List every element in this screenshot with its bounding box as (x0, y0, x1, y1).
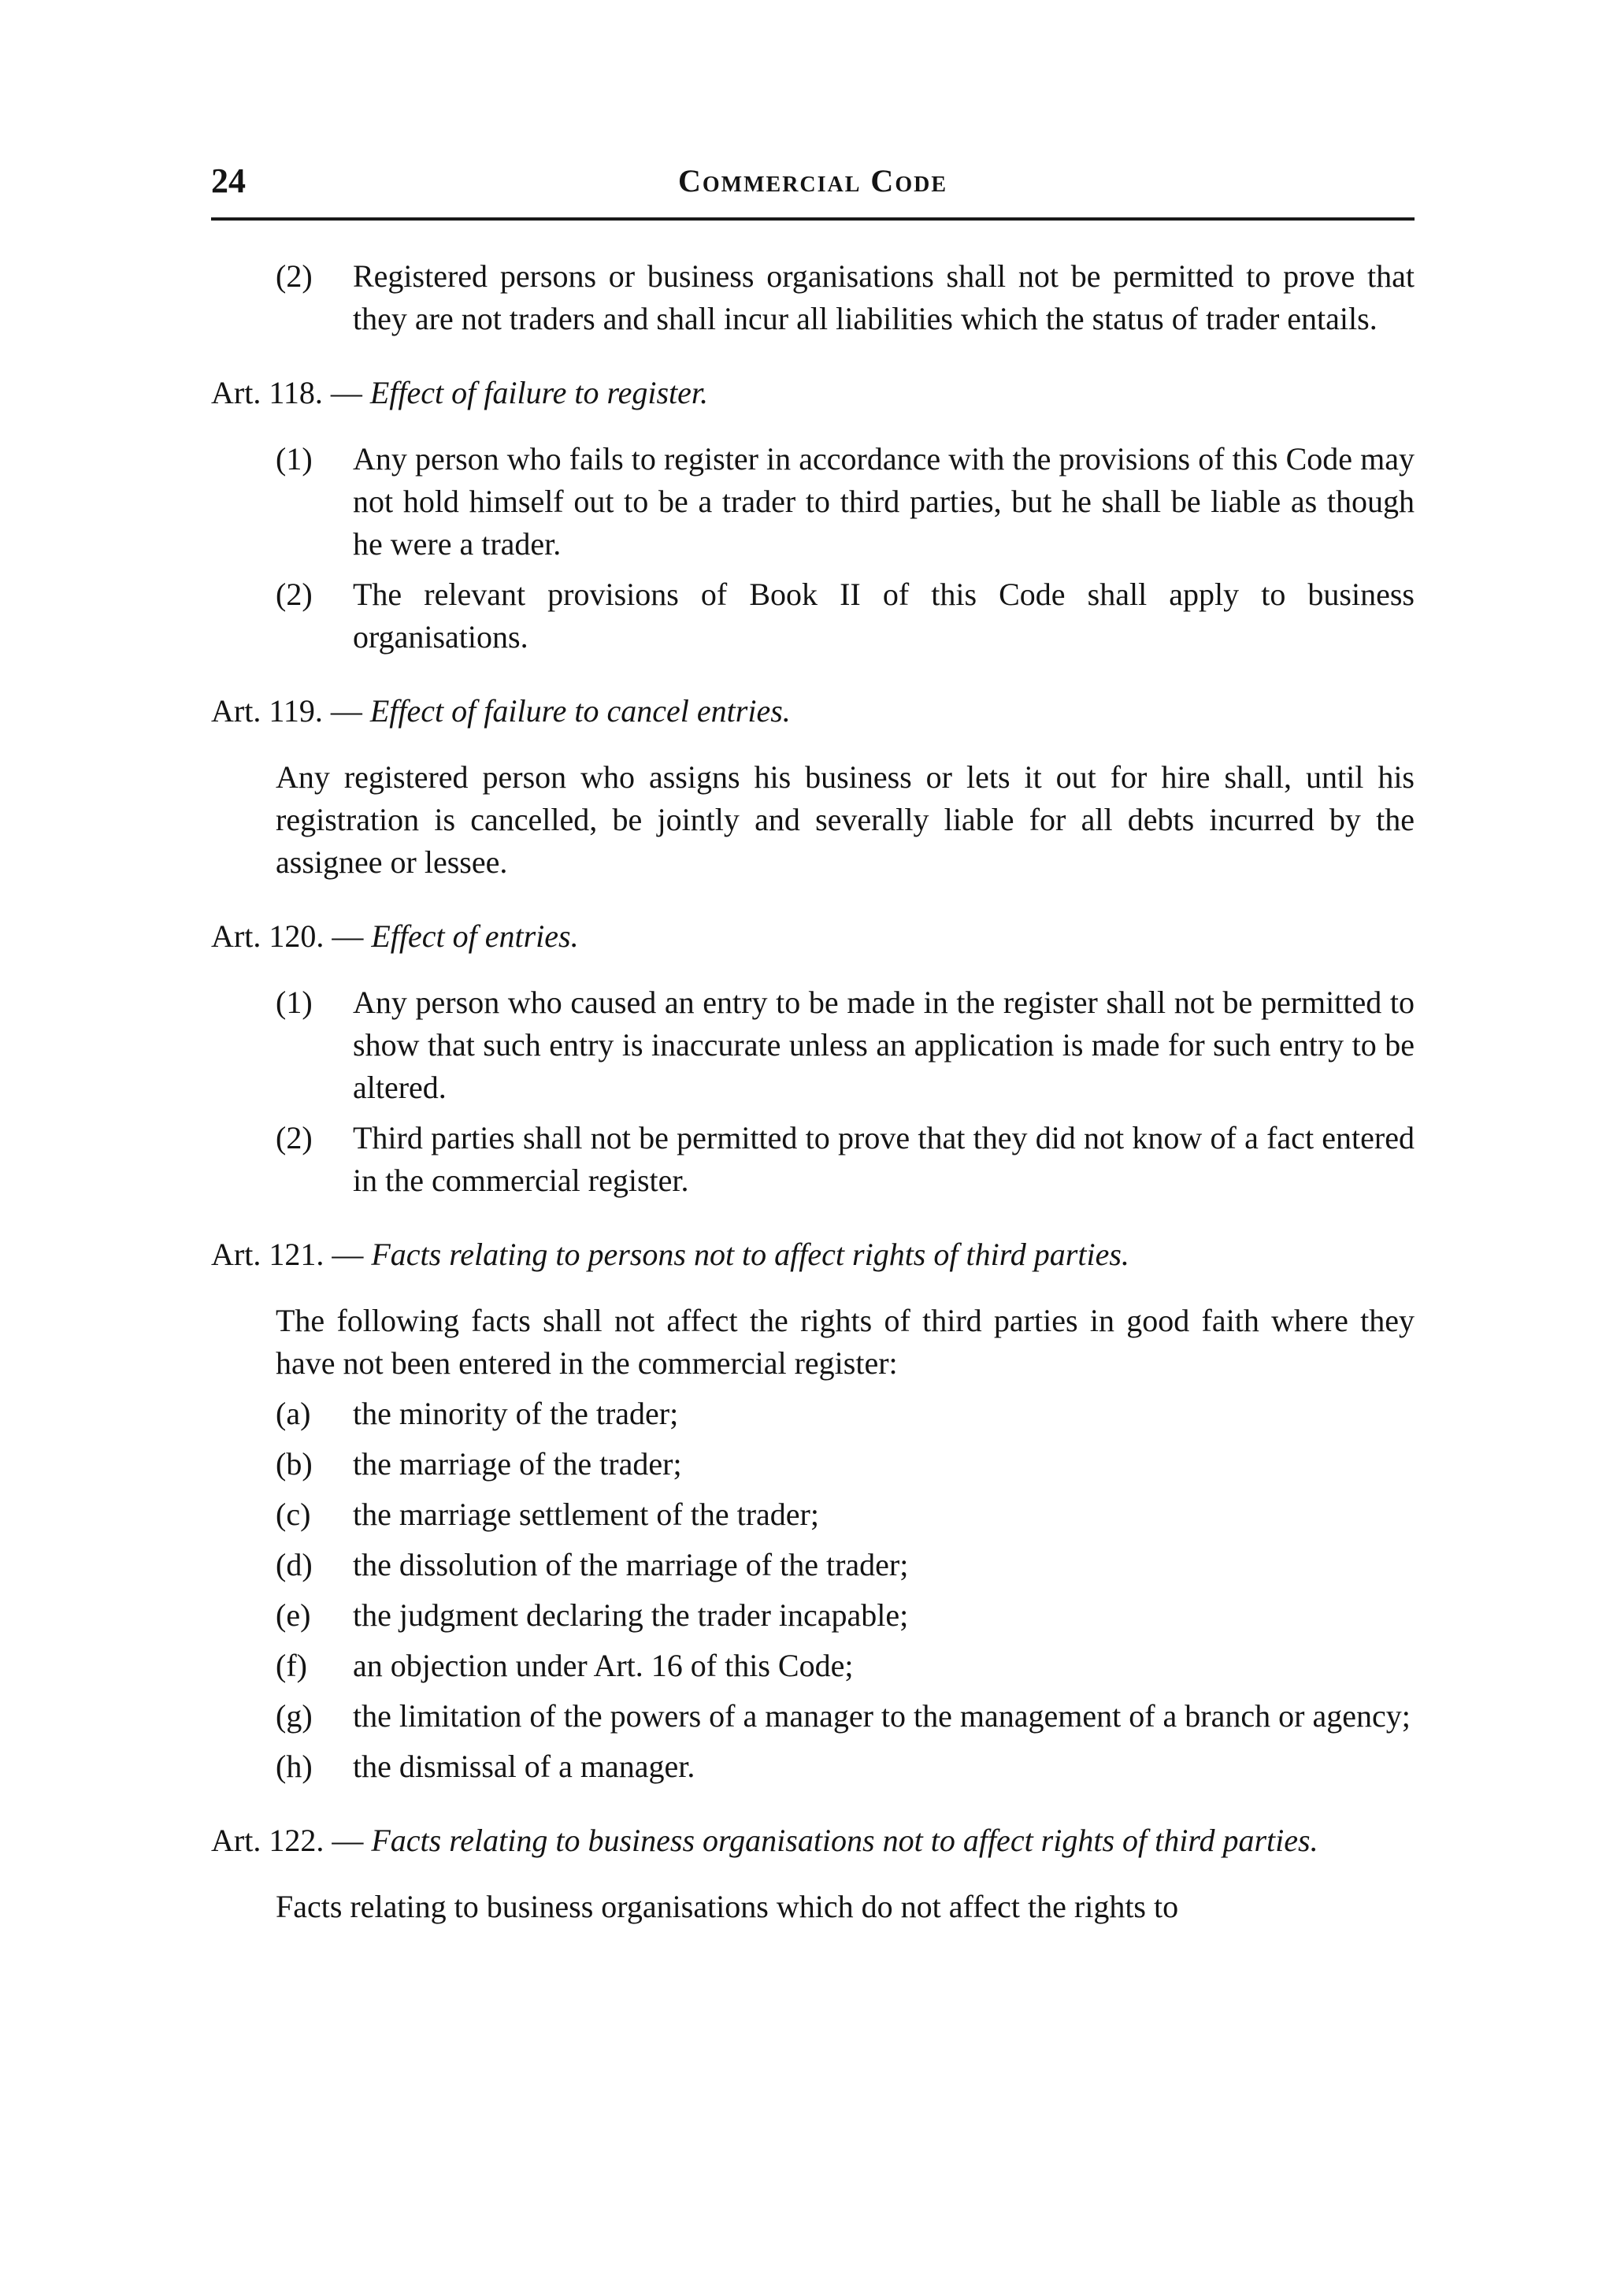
clause-number: (c) (276, 1497, 311, 1532)
clause-text: Registered persons or business organisations shall not be permitted to prove that they are not traders and shall incur all liabilities which the status of trader entails. (353, 258, 1415, 336)
paragraph: Facts relating to business organisations which do not affect the rights to (276, 1889, 1179, 1924)
clause-number: (e) (276, 1597, 311, 1633)
clause-number: (h) (276, 1749, 313, 1784)
clause-number: (2) (276, 577, 313, 612)
clause-item (276, 438, 1415, 566)
article-heading (211, 1233, 1415, 1276)
clause-number: (g) (276, 1698, 313, 1734)
article-heading (211, 915, 1415, 958)
paragraph: The following facts shall not affect the rights of third parties in good faith where they have not been entered in the commercial register: (276, 1303, 1415, 1381)
header-rule (211, 217, 1415, 221)
clause-item (276, 1393, 1415, 1435)
clause-text: the judgment declaring the trader incapable; (353, 1597, 909, 1633)
article-number: Art. 120. — (211, 918, 364, 954)
clause-number: (1) (276, 441, 313, 477)
article-number: Art. 122. — (211, 1823, 364, 1858)
clause-number: (2) (276, 258, 313, 294)
clause-number: (b) (276, 1446, 313, 1482)
article-heading (211, 690, 1415, 733)
clause-text: The relevant provisions of Book II of this Code shall apply to business organisations. (353, 577, 1415, 655)
clause-item (276, 255, 1415, 340)
clause-text: the dissolution of the marriage of the trader; (353, 1547, 909, 1582)
article-title: Facts relating to business organisations not to affect rights of third parties. (371, 1823, 1318, 1858)
article-title: Effect of failure to register. (369, 375, 709, 410)
article-heading (211, 1819, 1415, 1862)
clause-text: an objection under Art. 16 of this Code; (353, 1648, 854, 1683)
clause-item (276, 1745, 1415, 1788)
running-head: Commercial Code (678, 163, 947, 198)
clause-text: Third parties shall not be permitted to prove that they did not know of a fact entered in the commercial register. (353, 1120, 1415, 1198)
article-number: Art. 118. — (211, 375, 362, 410)
clause-item (276, 1544, 1415, 1586)
clause-item (276, 1117, 1415, 1202)
clause-text: Any person who fails to register in accordance with the provisions of this Code may not hold himself out to be a trader to third parties, but he shall be liable as though he were a trader. (353, 441, 1415, 562)
clause-item (276, 1594, 1415, 1637)
clause-number: (2) (276, 1120, 313, 1155)
page-number: 24 (211, 161, 246, 200)
page-header (211, 161, 1415, 208)
clause-item (276, 1493, 1415, 1536)
article-title: Effect of entries. (371, 918, 579, 954)
clause-item (276, 1695, 1415, 1738)
clause-text: the marriage settlement of the trader; (353, 1497, 819, 1532)
clause-text: the dismissal of a manager. (353, 1749, 695, 1784)
clause-item (276, 573, 1415, 658)
clause-item (276, 981, 1415, 1109)
clause-number: (a) (276, 1396, 311, 1431)
document-body (211, 255, 1415, 1928)
article-number: Art. 119. — (211, 693, 362, 729)
clause-text: the limitation of the powers of a manager to the management of a branch or agency; (353, 1698, 1411, 1734)
clause-number: (1) (276, 985, 313, 1020)
article-heading (211, 372, 1415, 414)
article-number: Art. 121. — (211, 1237, 364, 1272)
article-title: Facts relating to persons not to affect rights of third parties. (371, 1237, 1129, 1272)
clause-number: (d) (276, 1547, 313, 1582)
clause-text: the minority of the trader; (353, 1396, 679, 1431)
clause-item (276, 1645, 1415, 1687)
clause-text: the marriage of the trader; (353, 1446, 682, 1482)
clause-number: (f) (276, 1648, 307, 1683)
clause-item (276, 1443, 1415, 1486)
clause-text: Any person who caused an entry to be made in the register shall not be permitted to show that such entry is inaccurate unless an application is made for such entry to be altered. (353, 985, 1415, 1105)
article-title: Effect of failure to cancel entries. (369, 693, 791, 729)
paragraph: Any registered person who assigns his business or lets it out for hire shall, until his registration is cancelled, be jointly and severally liable for all debts incurred by the assignee or lessee. (276, 759, 1415, 880)
